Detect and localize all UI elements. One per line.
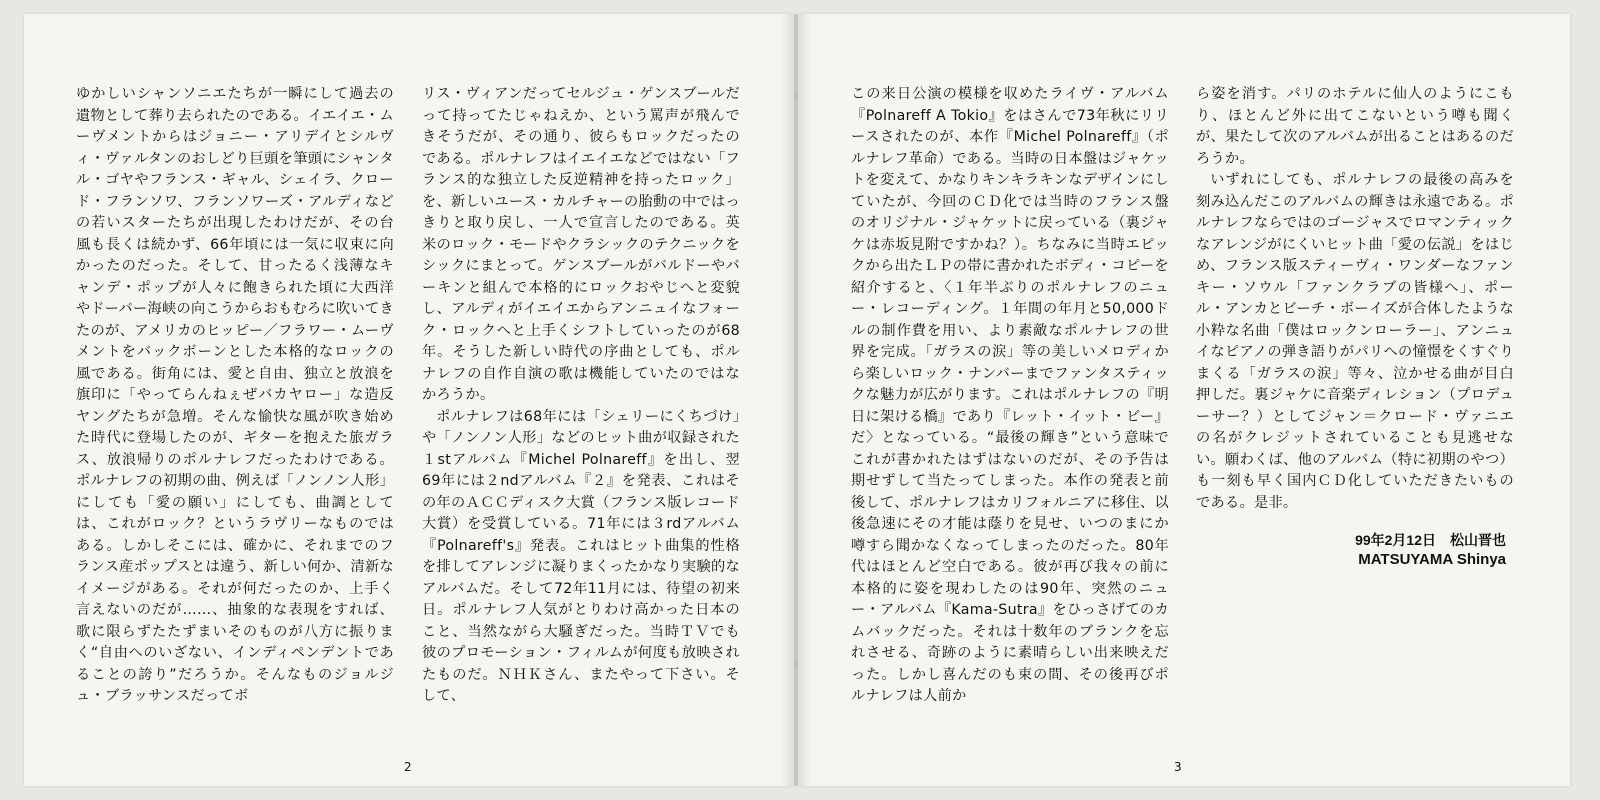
paragraph: ポルナレフは68年には「シェリーにくちづけ」や「ノンノン人形」などのヒット曲が収録された１stアルバム『Michel Polnareff』を出し、翌69年には２ndアルバム『２』を発表、これはその年のＡＣＣディスク大賞（フランス版レコード大賞）を受賞している。71年には３rdアルバム『Polnareff's』発表。これはヒット曲集的性格を排してアレンジに凝りまくったかなり実験的なアルバムだ。そして72年11月には、待望の初来日。ポルナレフ人気がとりわけ高かった日本のこと、当然ながら大騒ぎだった。当時ＴＶでも彼のプロモーション・フィルムが何度も放映されたものだ。ＮＨＫさん、またやって下さい。そして、 [422,408,740,704]
page-number: 2 [404,760,412,774]
paragraph: ら姿を消す。パリのホテルに仙人のようにこもり、ほとんど外に出てこないという噂も聞くが、果たして次のアルバムが出ることはあるのだろうか。 [1196,86,1514,167]
signature-date-name: 99年2月12日 松山晋也 [1355,532,1506,548]
left-page [24,14,794,786]
page-number: 3 [1174,760,1182,774]
signature-romaji: MATSUYAMA Shinya [1358,551,1506,568]
left-page-column-1 [76,84,394,708]
right-page [798,14,1570,786]
paragraph: いずれにしても、ポルナレフの最後の高みを刻み込んだこのアルバムの輝きは永遠である。ポルナレフならではのゴージャスでロマンティックなアレンジがにくいヒット曲「愛の伝説」をはじめ、フランス版スティーヴィ・ワンダーなファンキー・ソウル「ファンクラブの皆様へ」、ポール・アンカとビーチ・ボーイズが合体したような小粋な名曲「僕はロックンローラー」、アンニュイなピアノの弾き語りがパリへの憧憬をくすぐりまくる「ガラスの涙」等々、泣かせる曲が目白押しだ。裏ジャケに音楽ディレション（プロデューサー？）としてジャン＝クロード・ヴァニエの名がクレジットされていることも見逃せない。願わくば、他のアルバム（特に初期のやつ）も一刻も早く国内ＣＤ化していただきたいものである。是非。 [1196,172,1514,511]
author-signature [1278,530,1506,570]
left-page-column-2 [422,84,740,708]
paragraph: リス・ヴィアンだってセルジュ・ゲンスブールだって持ってたじゃねえか、という罵声が飛んできそうだが、その通り、彼らもロックだったのである。ポルナレフはイエイエなどではない「フランス的な独立した反逆精神を持ったロック」を、新しいユース・カルチャーの胎動の中ではっきりと取り戻し、一人で宣言したのである。英米のロック・モードやクラシックのテクニックをシックにまとって。ゲンスブールがバルドーやバーキンと組んで本格的にロックおやじへと変貌し、アルディがイエイエからアンニュイなフォーク・ロックへと上手くシフトしていったのが68年。そうした新しい時代の序曲としても、ポルナレフの自作自演の歌は機能していたのではなかろうか。 [422,86,740,403]
right-page-column-1 [851,84,1169,708]
staple-mark [794,660,798,668]
staple-mark [794,92,798,100]
paragraph: ゆかしいシャンソニエたちが一瞬にして過去の遺物として葬り去られたのである。イエイエ・ムーヴメントからはジョニー・アリデイとシルヴィ・ヴァルタンのおしどり巨頭を筆頭にシャンタル・ゴヤやフランス・ギャル、シェイラ、クロード・フランソワ、フランソワーズ・アルディなどの若いスターたちが出現したわけだが、その台風も長くは続かず、66年頃には一気に収束に向かったのだった。そして、甘ったるく浅薄なキャンデ・ポップが人々に飽きられた頃に大西洋やドーバー海峡の向こうからおもむろに吹いてきたのが、アメリカのヒッピー／フラワー・ムーヴメントをバックボーンとした本格的なロックの風である。街角には、愛と自由、独立と放浪を旗印に「やってらんねぇぜバカヤロー」な造反ヤングたちが急増。そんな愉快な風が吹き始めた時代に登場したのが、ギターを抱えた旅ガラス、放浪帰りのポルナレフだったわけである。ポルナレフの初期の曲、例えば「ノンノン人形」にしても「愛の願い」にしても、曲調としては、これがロック？というラヴリーなものではある。しかしそこには、確かに、それまでのフランス産ポップスとは違う、新しい何か、清新なイメージがある。それが何だったのか、上手く言えないのだが……、抽象的な表現をすれば、歌に限らずたたずまいそのものが八方に振りまく“自由へのいざない、インディペンデントであることの誇り”だろうか。そんなものジョルジュ・ブラッサンスだってボ [76,86,394,704]
paragraph: この来日公演の模様を収めたライヴ・アルバム『Polnareff A Tokio』をはさんで73年秋にリリースされたのが、本作『Michel Polnareff』（ポルナレフ革命）である。当時の日本盤はジャケットを変えて、かなりキンキラキンなデザインにしていたが、今回のＣＤ化では当時のフランス盤のオリジナル・ジャケットに戻っている（裏ジャケは赤坂見附ですかね？）。ちなみに当時エピックから出たＬＰの帯に書かれたボディ・コピーを紹介すると、〈１年半ぶりのポルナレフのニュー・レコーディング。１年間の年月と50,000ドルの制作費を用い、より素敵なポルナレフの世界を完成。「ガラスの涙」等の美しいメロディから楽しいロック・ナンバーまでファンタスティックな魅力が広がります。これはポルナレフの『明日に架ける橋』であり『レット・イット・ビー』だ〉となっている。“最後の輝き”という意味でこれが書かれたはずはないのだが、その予告は期せずして当たってしまった。本作の発表と前後して、ポルナレフはカリフォルニアに移住、以後急速にその才能は蔭りを見せ、いつのまにか噂すら聞かなくなってしまったのだった。80年代はほとんど空白である。彼が再び我々の前に本格的に姿を現わしたのは90年、突然のニュー・アルバム『Kama-Sutra』をひっさげてのカムバックだった。それは十数年のブランクを忘れさせる、奇跡のように素晴らしい出来映えだった。しかし喜んだのも束の間、その後再びポルナレフは人前か [851,86,1169,704]
right-page-column-2 [1196,84,1514,514]
